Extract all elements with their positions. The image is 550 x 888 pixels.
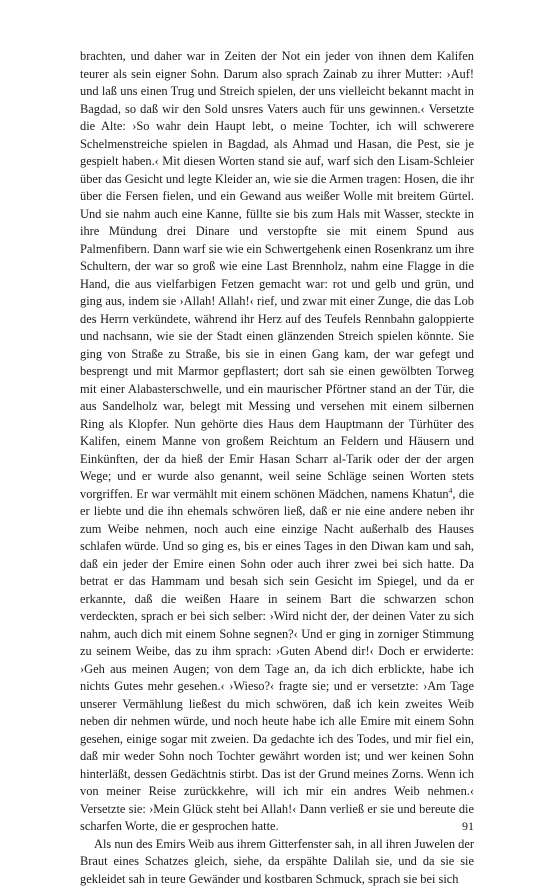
paragraph-2: Als nun des Emirs Weib aus ihrem Gitterfenster sah, in all ihren Juwelen der Braut eines Schatzes gleich, siehe, da erspähte Dalilah sie, und da sie sie gekleidet sah in teure Gewänder und kostbaren Schmuck, sprach sie bei sich [80, 836, 474, 888]
paragraph-1 [80, 48, 474, 836]
page-text-block [80, 48, 474, 848]
body-text [80, 48, 474, 888]
paragraph-1-part-a: brachten, und daher war in Zeiten der Not ein jeder von ihnen dem Kalifen teurer als sein eigner Sohn. Darum also sprach Zainab zu ihrer Mutter: ›Auf! und laß uns einen Trug und Streich spielen, der uns vielleicht bekannt macht in Bagdad, so daß wir den Sold unsres Vaters auch für uns gewinnen.‹ Versetzte die Alte: ›So wahr dein Haupt lebt, o meine Tochter, ich will schwerere Schelmenstreiche spielen in Bagdad, als Ahmad und Hasan, die Pest, sie je gespielt haben.‹ Mit diesen Worten stand sie auf, warf sich den Lisam-Schleier über das Gesicht und legte Kleider an, wie sie die Armen tragen: Hosen, die ihr über die Fersen fielen, und ein Gewand aus weißer Wolle mit breitem Gürtel. Und sie nahm auch eine Kanne, füllte sie bis zum Hals mit Wasser, steckte in ihre Mündung drei Dinare und verstopfte sie mit einem Spund aus Palmenfibern. Dann warf sie wie ein Schwertgehenk einen Rosenkranz um ihre Schultern, der war so groß wie eine Last Brennholz, nahm eine Flagge in die Hand, die aus vielfarbigen Fetzen gemacht war: rot und gelb und grün, und ging aus, indem sie ›Allah! Allah!‹ rief, und zwar mit einer Zunge, die das Lob des Herrn verkündete, während ihr Herz auf des Teufels Rennbahn galoppierte und nachsann, wie sie der Stadt einen glänzenden Streich spielen könnte. Sie ging von Straße zu Straße, bis sie in einen Gang kam, der war gefegt und besprengt und mit Marmor gepflastert; dort sah sie einen gewölbten Torweg mit einer Alabasterschwelle, und ein maurischer Pförtner stand an der Tür, die aus Sandelholz war, belegt mit Messing und versehen mit einem silbernen Ring als Klopfer. Nun gehörte dies Haus dem Hauptmann der Türhüter des Kalifen, einem Manne von großem Reichtum an Feldern und Häusern und Einkünften, der da hieß der Emir Hasan Scharr al-Tarik oder der der argen Wege; und er wurde also genannt, weil seine Schläge seinen Worten stets vorgriffen. Er war vermählt mit einem schönen Mädchen, namens Khatun [80, 49, 474, 501]
paragraph-1-part-b: , die er liebte und die ihn ehemals schwören ließ, daß er nie eine andere neben ihr zum Weibe nehmen, noch auch eine einzige Nacht außerhalb des Hauses schlafen würde. Und so ging es, bis er eines Tages in den Diwan kam und sah, daß ein jeder der Emire einen Sohn oder auch ihrer zwei bei sich hatte. Da betrat er das Hammam und besah sich sein Gesicht im Spiegel, und da er erkannte, daß die weißen Haare in seinem Bart die schwarzen schon verdeckten, sprach er bei sich selber: ›Wird nicht der, der deinen Vater zu sich nahm, auch dich mit einem Sohne segnen?‹ Und er ging in zorniger Stimmung zu seinem Weibe, das zu ihm sprach: ›Guten Abend dir!‹ Doch er erwiderte: ›Geh aus meinen Augen; von dem Tage an, da ich dich erblickte, habe ich nichts Gutes mehr gesehen.‹ ›Wieso?‹ fragte sie; und er versetzte: ›Am Tage unserer Vermählung ließest du mich schwören, daß ich kein zweites Weib neben dir nehmen würde, und noch heute habe ich alle Emire mit einem Sohn gesehen, einige sogar mit zweien. Da gedachte ich des Todes, und mir fiel ein, daß mir weder Sohn noch Tochter gewährt worden ist; und wer keinen Sohn hinterläßt, dessen Gedächtnis stirbt. Das ist der Grund meines Zorns. Wenn ich von meiner Reise zurückkehre, will ich mir ein andres Weib nehmen.‹ Versetzte sie: ›Mein Glück steht bei Allah!‹ Dann verließ er sie und bereute die scharfen Worte, die er gesprochen hatte. [80, 487, 474, 834]
page-number: 91 [440, 819, 474, 834]
footnote-marker: 4 [449, 486, 453, 495]
